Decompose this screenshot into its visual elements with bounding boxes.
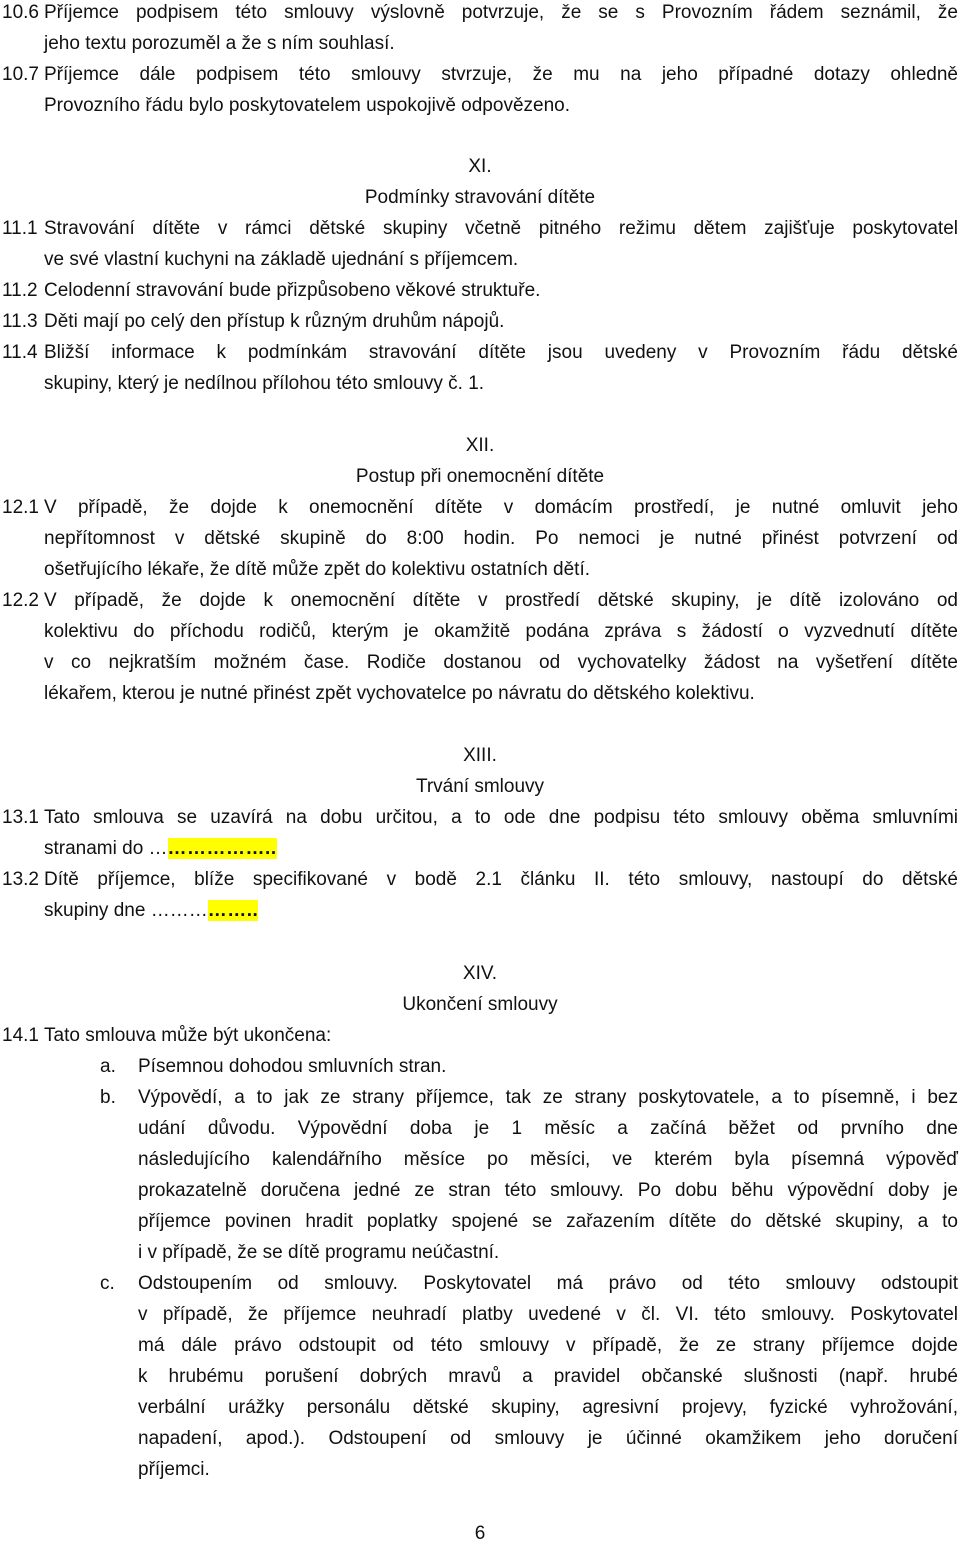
page-number: 6 xyxy=(474,1523,486,1544)
blank-dots: ……… xyxy=(150,900,208,921)
list-text: v případě, že příjemce neuhradí platby uvedené v čl. VI. této smlouvy. Poskytovatel xyxy=(138,1304,958,1325)
clause-number: 13.1 xyxy=(2,807,39,828)
list-text: i v případě, že se dítě programu neúčastní. xyxy=(138,1242,500,1263)
clause-number: 11.3 xyxy=(2,311,38,332)
clause-text-with-blank xyxy=(44,833,958,864)
clause-10-7-cont xyxy=(0,90,960,121)
clause-number: 12.2 xyxy=(2,590,39,611)
clause-11-1 xyxy=(0,213,960,244)
section-xiii-number: XIII. xyxy=(463,745,497,766)
clause-12-2 xyxy=(0,585,960,616)
section-xiv-number: XIV. xyxy=(462,963,498,984)
clause-text-with-blank xyxy=(44,895,958,926)
list-item-b-cont xyxy=(0,1113,960,1144)
clause-number: 12.1 xyxy=(2,497,39,518)
list-item-c-cont xyxy=(0,1361,960,1392)
list-item-b-cont xyxy=(0,1175,960,1206)
clause-text: kolektivu do příchodu rodičů, kterým je okamžitě podána zpráva s žádostí o vyzvednutí dítěte xyxy=(44,621,958,642)
clause-number: 14.1 xyxy=(2,1025,39,1046)
clause-text: Dítě příjemce, blíže specifikované v bodě 2.1 článku II. této smlouvy, nastoupí do dětské xyxy=(44,869,958,890)
clause-text: skupiny dne xyxy=(44,900,151,921)
clause-12-1 xyxy=(0,492,960,523)
clause-text: stranami do xyxy=(44,838,149,859)
section-xii-number: XII. xyxy=(465,435,495,456)
list-text: příjemce povinen hradit poplatky spojené se zařazením dítěte do dětské skupiny, a to xyxy=(138,1211,958,1232)
clause-12-1-cont xyxy=(0,554,960,585)
section-xii-title: Postup při onemocnění dítěte xyxy=(355,466,605,487)
clause-13-1-cont xyxy=(0,833,960,864)
clause-number: 11.1 xyxy=(2,218,38,239)
clause-text: Provozního řádu bylo poskytovatelem uspokojivě odpovězeno. xyxy=(44,95,570,116)
highlighted-blank-field[interactable]: …….. xyxy=(207,900,259,921)
clause-number: 10.7 xyxy=(2,64,39,85)
clause-number: 11.2 xyxy=(2,280,38,301)
clause-number: 10.6 xyxy=(2,2,39,23)
section-xiv-title: Ukončení smlouvy xyxy=(402,994,558,1015)
clause-12-2-cont xyxy=(0,647,960,678)
clause-14-1 xyxy=(0,1020,960,1051)
clause-text: Celodenní stravování bude přizpůsobeno věkové struktuře. xyxy=(44,280,541,301)
list-item-b-cont xyxy=(0,1237,960,1268)
clause-text: v co nejkratším možném čase. Rodiče dostanou od vychovatelky žádost na vyšetření dítěte xyxy=(44,652,958,673)
list-item-c-cont xyxy=(0,1454,960,1485)
list-letter: c. xyxy=(100,1273,115,1294)
list-text: příjemci. xyxy=(138,1459,210,1480)
section-xi-number: XI. xyxy=(468,156,492,177)
clause-text: lékařem, kterou je nutné přinést zpět vychovatelce po návratu do dětského kolektivu. xyxy=(44,683,755,704)
list-letter: b. xyxy=(100,1087,116,1108)
clause-text: Děti mají po celý den přístup k různým druhům nápojů. xyxy=(44,311,505,332)
clause-text: nepřítomnost v dětské skupině do 8:00 hodin. Po nemoci je nutné přinést potvrzení od xyxy=(44,528,958,549)
list-letter: a. xyxy=(100,1056,116,1077)
clause-text: skupiny, který je nedílnou přílohou této smlouvy č. 1. xyxy=(44,373,485,394)
list-text: Výpovědí, a to jak ze strany příjemce, tak ze strany poskytovatele, a to písemně, i bez xyxy=(138,1087,958,1108)
list-item-c-cont xyxy=(0,1423,960,1454)
list-text: prokazatelně doručena jedné ze stran této smlouvy. Po dobu běhu výpovědní doby je xyxy=(138,1180,958,1201)
clause-11-1-cont xyxy=(0,244,960,275)
list-text: udání důvodu. Výpovědní doba je 1 měsíc a začíná běžet od prvního dne xyxy=(138,1118,958,1139)
list-text: následujícího kalendářního měsíce po měsíci, ve kterém byla písemná výpověď xyxy=(138,1149,958,1170)
clause-13-1 xyxy=(0,802,960,833)
clause-12-1-cont xyxy=(0,523,960,554)
clause-12-2-cont xyxy=(0,678,960,709)
clause-13-2-cont xyxy=(0,895,960,926)
clause-text: Příjemce podpisem této smlouvy výslovně potvrzuje, že se s Provozním řádem seznámil, že xyxy=(44,2,958,23)
clause-12-2-cont xyxy=(0,616,960,647)
list-text: verbální urážky personálu dětské skupiny, agresivní projevy, fyzické vyhrožování, xyxy=(138,1397,958,1418)
clause-10-6-cont xyxy=(0,28,960,59)
list-item-b-cont xyxy=(0,1144,960,1175)
clause-11-3 xyxy=(0,306,960,337)
clause-10-7 xyxy=(0,59,960,90)
clause-10-6 xyxy=(0,0,960,28)
clause-number: 13.2 xyxy=(2,869,39,890)
list-text: má dále právo odstoupit od této smlouvy v případě, že ze strany příjemce dojde xyxy=(138,1335,958,1356)
list-item-c-cont xyxy=(0,1299,960,1330)
clause-13-2 xyxy=(0,864,960,895)
list-item-c xyxy=(0,1268,960,1299)
clause-number: 11.4 xyxy=(2,342,38,363)
list-text: Odstoupením od smlouvy. Poskytovatel má právo od této smlouvy odstoupit xyxy=(138,1273,958,1294)
clause-text: Tato smlouva se uzavírá na dobu určitou, a to ode dne podpisu této smlouvy oběma smluvními xyxy=(44,807,958,828)
clause-11-4-cont xyxy=(0,368,960,399)
list-item-a xyxy=(0,1051,960,1082)
blank-dots: … xyxy=(148,838,168,859)
highlighted-blank-field[interactable]: …………….. xyxy=(167,838,277,859)
clause-text: V případě, že dojde k onemocnění dítěte v prostředí dětské skupiny, je dítě izolováno od xyxy=(44,590,958,611)
list-item-c-cont xyxy=(0,1330,960,1361)
list-text: Písemnou dohodou smluvních stran. xyxy=(138,1056,447,1077)
clause-text: Tato smlouva může být ukončena: xyxy=(44,1025,332,1046)
clause-11-2 xyxy=(0,275,960,306)
clause-text: ve své vlastní kuchyni na základě ujednání s příjemcem. xyxy=(44,249,519,270)
list-item-b-cont xyxy=(0,1206,960,1237)
list-text: k hrubému porušení dobrých mravů a pravidel občanské slušnosti (např. hrubé xyxy=(138,1366,958,1387)
clause-text: Příjemce dále podpisem této smlouvy stvrzuje, že mu na jeho případné dotazy ohledně xyxy=(44,64,958,85)
clause-text: Stravování dítěte v rámci dětské skupiny včetně pitného režimu dětem zajišťuje poskytovatel xyxy=(44,218,958,239)
clause-text: jeho textu porozuměl a že s ním souhlasí. xyxy=(44,33,395,54)
clause-text: Bližší informace k podmínkám stravování dítěte jsou uvedeny v Provozním řádu dětské xyxy=(44,342,958,363)
list-item-b xyxy=(0,1082,960,1113)
clause-text: V případě, že dojde k onemocnění dítěte v domácím prostředí, je nutné omluvit jeho xyxy=(44,497,958,518)
clause-text: ošetřujícího lékaře, že dítě může zpět do kolektivu ostatních dětí. xyxy=(44,559,591,580)
list-text: napadení, apod.). Odstoupení od smlouvy je účinné okamžikem jeho doručení xyxy=(138,1428,958,1449)
section-xiii-title: Trvání smlouvy xyxy=(415,776,545,797)
clause-11-4 xyxy=(0,337,960,368)
section-xi-title: Podmínky stravování dítěte xyxy=(364,187,596,208)
list-item-c-cont xyxy=(0,1392,960,1423)
